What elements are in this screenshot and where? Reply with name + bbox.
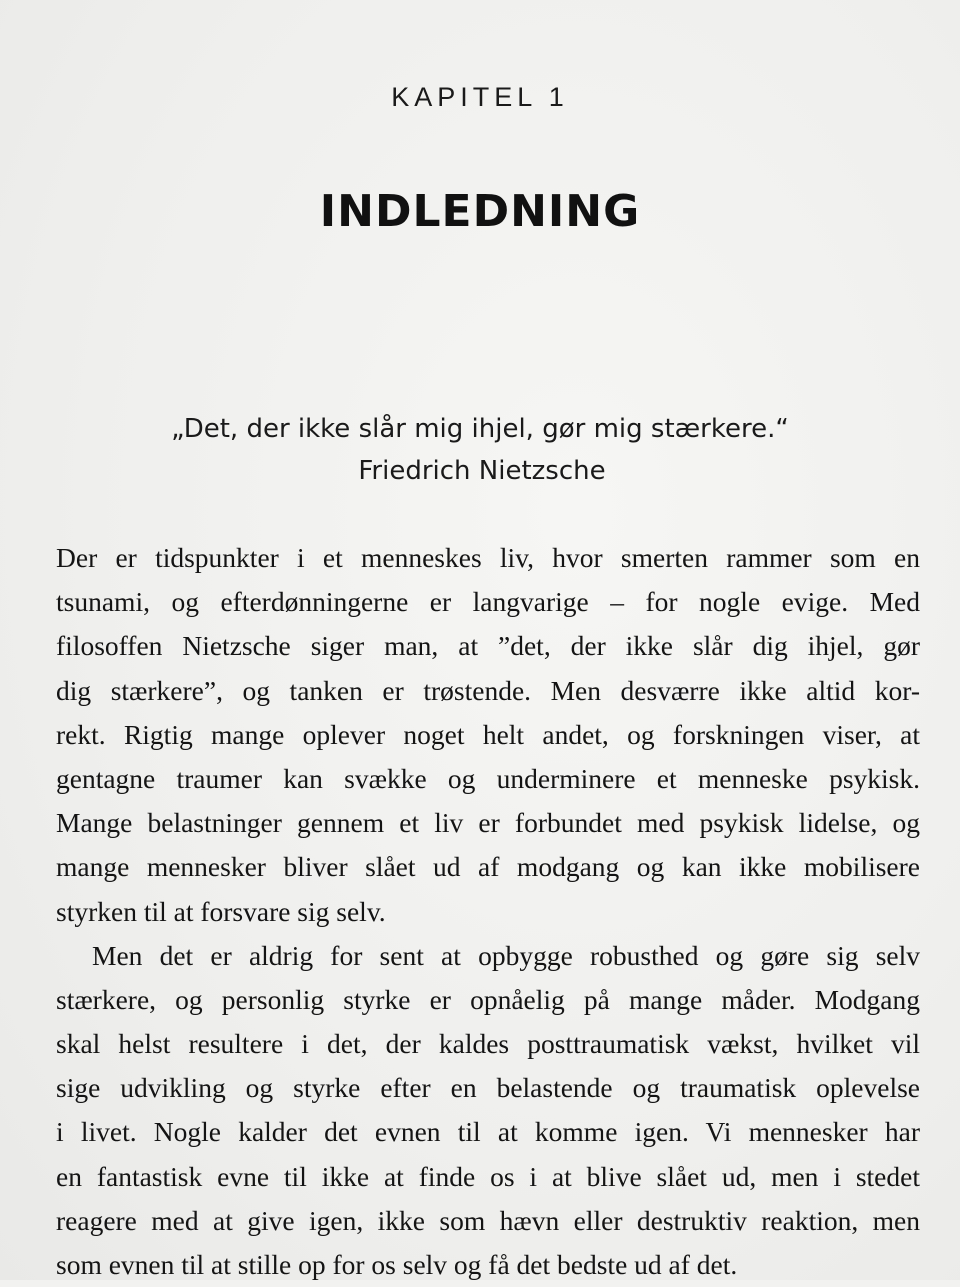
chapter-title: INDLEDNING bbox=[319, 186, 641, 237]
text-line: tsunami, og efterdønningerne er langvarige – for nogle evige. Med bbox=[56, 586, 920, 618]
text-line: skal helst resultere i det, der kaldes posttraumatisk vækst, hvilket vil bbox=[56, 1028, 920, 1060]
text-line: sige udvikling og styrke efter en belastende og traumatisk oplevelse bbox=[56, 1072, 920, 1104]
epigraph-author: Friedrich Nietzsche bbox=[358, 456, 606, 486]
text-line: i livet. Nogle kalder det evnen til at komme igen. Vi mennesker har bbox=[56, 1116, 920, 1148]
text-line: rekt. Rigtig mange oplever noget helt andet, og forskningen viser, at bbox=[56, 718, 920, 750]
text-line: filosoffen Nietzsche siger man, at ”det, der ikke slår dig ihjel, gør bbox=[56, 630, 920, 662]
text-line: styrken til at forsvare sig selv. bbox=[56, 895, 386, 927]
epigraph-quote: „Det, der ikke slår mig ihjel, gør mig stærkere.“ bbox=[171, 414, 789, 444]
text-line: mange mennesker bliver slået ud af modgang og kan ikke mobilisere bbox=[56, 851, 920, 883]
chapter-label: KAPITEL 1 bbox=[391, 82, 569, 112]
text-line: som evnen til at stille op for os selv og få det bedste ud af det. bbox=[56, 1249, 738, 1280]
text-line: reagere med at give igen, ikke som hævn eller destruktiv reaktion, men bbox=[56, 1204, 920, 1236]
paragraph-1 bbox=[56, 536, 920, 934]
text-line: Men det er aldrig for sent at opbygge robusthed og gøre sig selv bbox=[92, 939, 920, 971]
text-line: stærkere, og personlig styrke er opnåelig på mange måder. Modgang bbox=[56, 983, 920, 1015]
body-text bbox=[56, 536, 920, 1287]
epigraph bbox=[0, 408, 960, 492]
text-line: dig stærkere”, og tanken er trøstende. Men desværre ikke altid kor- bbox=[56, 674, 920, 706]
text-line: en fantastisk evne til ikke at finde os i at blive slået ud, men i stedet bbox=[56, 1160, 920, 1192]
text-line: gentagne traumer kan svække og underminere et menneske psykisk. bbox=[56, 762, 920, 794]
text-line: Der er tidspunkter i et menneskes liv, hvor smerten rammer som en bbox=[56, 542, 920, 573]
text-line: Mange belastninger gennem et liv er forbundet med psykisk lidelse, og bbox=[56, 807, 920, 839]
paragraph-2 bbox=[56, 934, 920, 1287]
